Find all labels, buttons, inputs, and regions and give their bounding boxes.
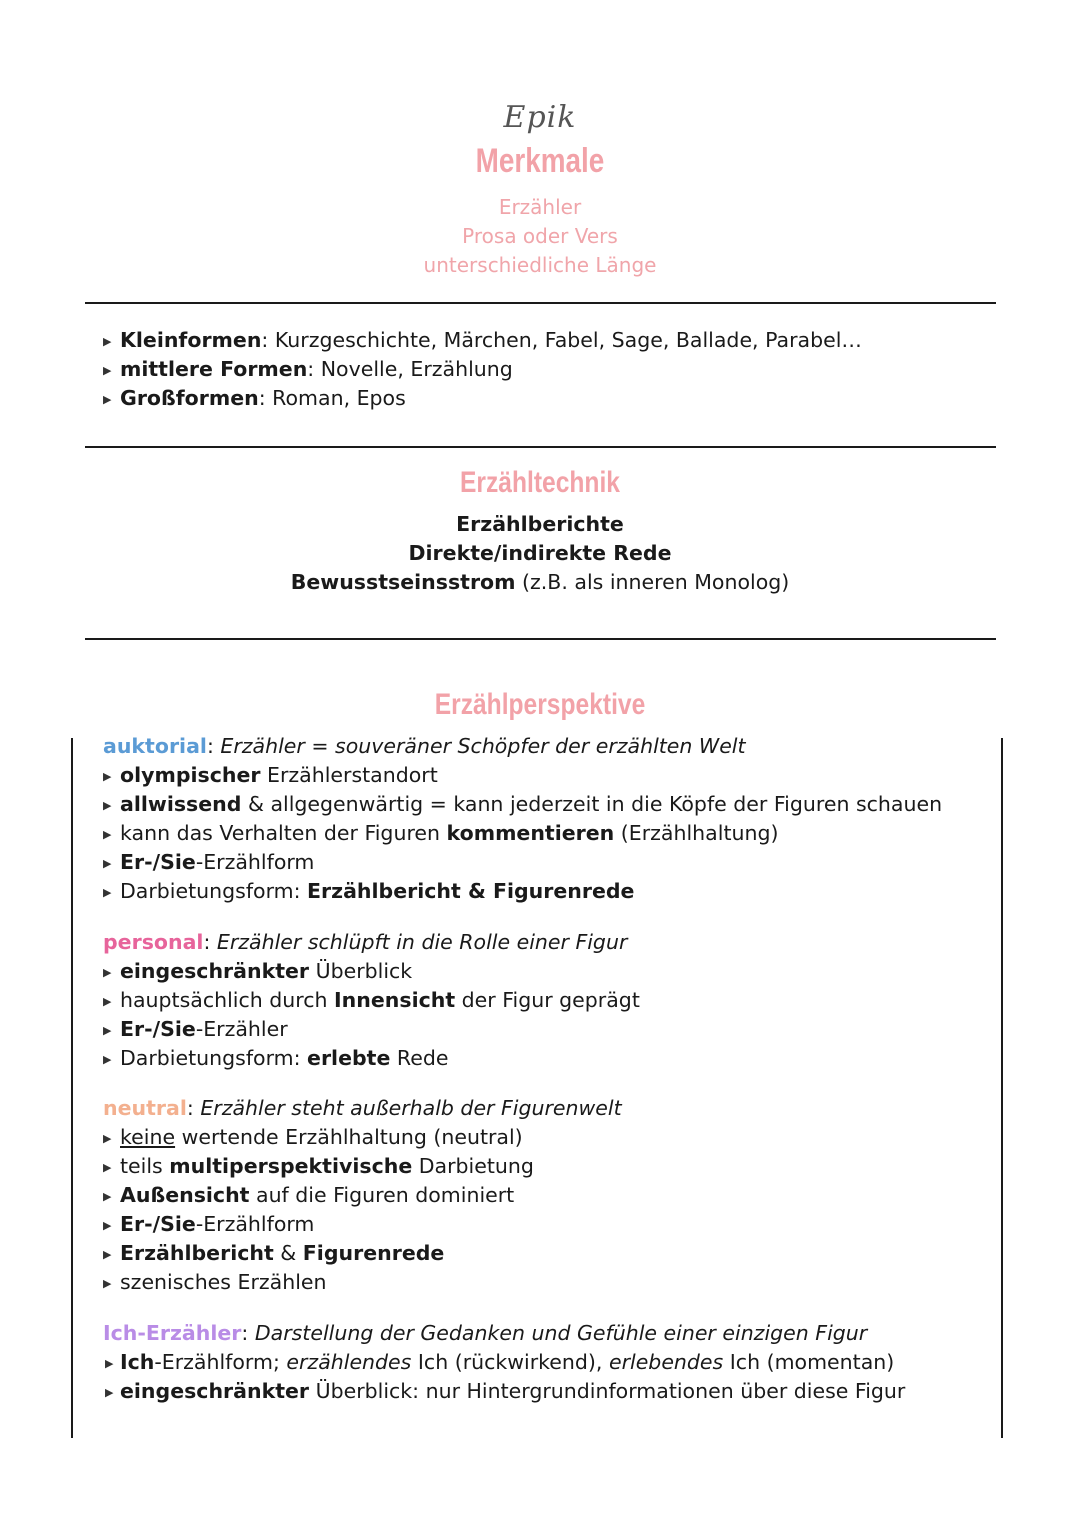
technique-line-3: Bewusstseinsstrom (z.B. als inneren Monolog) — [290, 570, 790, 594]
bullet-icon: ▶ — [103, 799, 112, 812]
personal-heading: personal: Erzähler schlüpft in die Rolle einer Figur — [103, 930, 628, 954]
list-item: Darbietungsform: erlebte Rede — [120, 1046, 449, 1070]
list-item: kann das Verhalten der Figuren kommentieren (Erzählhaltung) — [120, 821, 779, 845]
list-item: eingeschränkter Überblick: nur Hintergrundinformationen über diese Figur — [120, 1379, 906, 1403]
bullet-icon: ▶ — [103, 364, 112, 377]
ich-heading: Ich-Erzähler: Darstellung der Gedanken und Gefühle einer einzigen Figur — [103, 1321, 868, 1345]
list-item: eingeschränkter Überblick — [120, 959, 413, 983]
bullet-icon: ▶ — [103, 1277, 112, 1290]
list-item: Er-/Sie-Erzähler — [120, 1017, 288, 1041]
list-item: Er-/Sie-Erzählform — [120, 850, 315, 874]
list-item: Kleinformen: Kurzgeschichte, Märchen, Fabel, Sage, Ballade, Parabel… — [120, 328, 862, 352]
right-border — [1001, 738, 1003, 1438]
feature-line-2: Prosa oder Vers — [462, 224, 618, 248]
list-item: mittlere Formen: Novelle, Erzählung — [120, 357, 513, 381]
bullet-icon: ▶ — [103, 1132, 112, 1145]
left-border — [71, 738, 73, 1438]
bullet-icon: ▶ — [103, 1161, 112, 1174]
list-item: Außensicht auf die Figuren dominiert — [120, 1183, 515, 1207]
bullet-icon: ▶ — [103, 966, 112, 979]
divider-3 — [85, 638, 996, 640]
bullet-icon: ▶ — [103, 857, 112, 870]
bullet-icon: ▶ — [103, 1219, 112, 1232]
neutral-heading: neutral: Erzähler steht außerhalb der Figurenwelt — [103, 1096, 622, 1120]
list-item: keine wertende Erzählhaltung (neutral) — [120, 1125, 523, 1149]
technique-title: Erzähltechnik — [460, 466, 620, 499]
bullet-icon: ▶ — [103, 886, 112, 899]
bullet-icon: ▶ — [105, 1357, 114, 1370]
bullet-icon: ▶ — [103, 995, 112, 1008]
bullet-icon: ▶ — [103, 1248, 112, 1261]
bullet-icon: ▶ — [103, 770, 112, 783]
divider-2 — [85, 446, 996, 448]
bullet-icon: ▶ — [103, 335, 112, 348]
list-item: allwissend & allgegenwärtig = kann jederzeit in die Köpfe der Figuren schauen — [120, 792, 943, 816]
list-item: olympischer Erzählerstandort — [120, 763, 438, 787]
script-title: Epik — [503, 100, 577, 135]
bullet-icon: ▶ — [103, 1053, 112, 1066]
list-item: Erzählbericht & Figurenrede — [120, 1241, 445, 1265]
perspective-title: Erzählperspektive — [434, 688, 646, 721]
divider-1 — [85, 302, 996, 304]
list-item: Ich-Erzählform; erzählendes Ich (rückwirkend), erlebendes Ich (momentan) — [120, 1350, 895, 1374]
list-item: Großformen: Roman, Epos — [120, 386, 406, 410]
list-item: szenisches Erzählen — [120, 1270, 327, 1294]
page-title-wrap — [0, 142, 1080, 181]
feature-line-3: unterschiedliche Länge — [423, 253, 657, 277]
list-item: Darbietungsform: Erzählbericht & Figurenrede — [120, 879, 635, 903]
technique-line-2: Direkte/indirekte Rede — [408, 541, 672, 565]
bullet-icon: ▶ — [105, 1386, 114, 1399]
page-title: Merkmale — [475, 142, 605, 180]
perspective-title-wrap — [0, 688, 1080, 722]
bullet-icon: ▶ — [103, 1024, 112, 1037]
auktorial-heading: auktorial: Erzähler = souveräner Schöpfer der erzählten Welt — [103, 734, 746, 758]
bullet-icon: ▶ — [103, 828, 112, 841]
bullet-icon: ▶ — [103, 393, 112, 406]
technique-line-1: Erzählberichte — [456, 512, 624, 536]
list-item: Er-/Sie-Erzählform — [120, 1212, 315, 1236]
list-item: teils multiperspektivische Darbietung — [120, 1154, 534, 1178]
technique-title-wrap — [0, 466, 1080, 500]
list-item: hauptsächlich durch Innensicht der Figur geprägt — [120, 988, 640, 1012]
bullet-icon: ▶ — [103, 1190, 112, 1203]
feature-line-1: Erzähler — [498, 195, 582, 219]
